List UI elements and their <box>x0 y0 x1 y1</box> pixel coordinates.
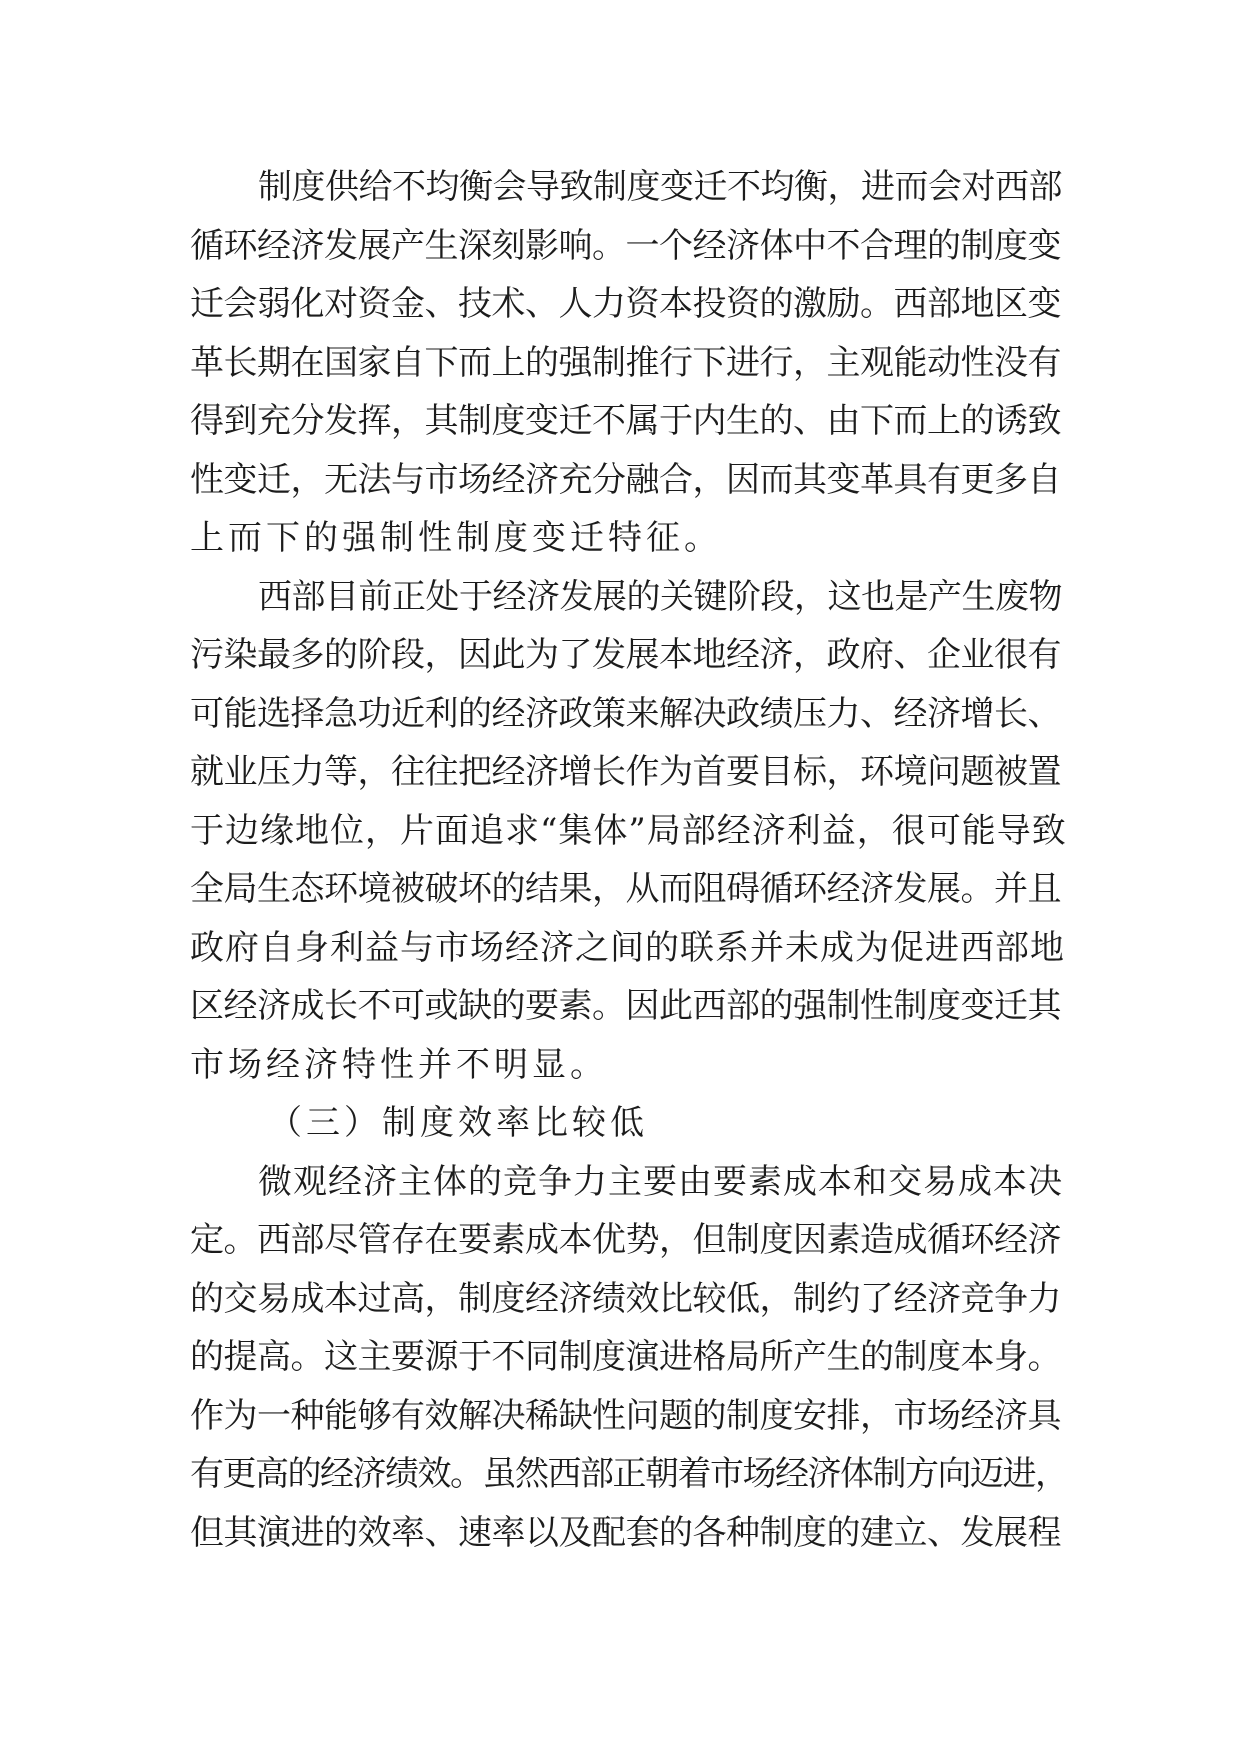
paragraph-line: 就业压力等，往往把经济增长作为首要目标，环境问题被置 <box>190 752 1061 792</box>
paragraph-line: 定。西部尽管存在要素成本优势，但制度因素造成循环经济 <box>190 1220 1061 1260</box>
paragraph-line: 微观经济主体的竞争力主要由要素成本和交易成本决 <box>258 1161 1063 1202</box>
paragraph-line: 性变迁，无法与市场经济充分融合，因而其变革具有更多自 <box>190 459 1061 500</box>
paragraph-line: 全局生态环境被破坏的结果，从而阻碍循环经济发展。并且 <box>190 869 1061 909</box>
paragraph-line: 有更高的经济绩效。虽然西部正朝着市场经济体制方向迈进， <box>190 1454 1068 1494</box>
paragraph-western-development <box>190 568 1070 1095</box>
paragraph-line: 循环经济发展产生深刻影响。一个经济体中不合理的制度变 <box>190 225 1061 266</box>
paragraph-line: 得到充分发挥，其制度变迁不属于内生的、由下而上的诱致 <box>190 401 1061 441</box>
paragraph-line: 制度供给不均衡会导致制度变迁不均衡，进而会对西部 <box>258 167 1062 207</box>
paragraph-line: 污染最多的阶段，因此为了发展本地经济，政府、企业很有 <box>190 635 1061 675</box>
paragraph-line: 迁会弱化对资金、技术、人力资本投资的激励。西部地区变 <box>190 284 1061 324</box>
paragraph-line: 的提高。这主要源于不同制度演进格局所产生的制度本身。 <box>190 1337 1061 1377</box>
section-heading-text: （三）制度效率比较低 <box>268 1103 648 1143</box>
paragraph-line: 上而下的强制性制度变迁特征。 <box>190 518 722 558</box>
paragraph-line: 西部目前正处于经济发展的关键阶段，这也是产生废物 <box>258 576 1062 617</box>
paragraph-line: 于边缘地位，片面追求“集体”局部经济利益，很可能导致 <box>190 810 1067 851</box>
document-body <box>190 158 1070 1562</box>
paragraph-line: 可能选择急功近利的经济政策来解决政绩压力、经济增长、 <box>190 693 1061 734</box>
paragraph-line: 市场经济特性并不明显。 <box>190 1044 608 1085</box>
paragraph-line: 政府自身利益与市场经济之间的联系并未成为促进西部地 <box>190 927 1065 968</box>
paragraph-line: 革长期在国家自下而上的强制推行下进行，主观能动性没有 <box>190 342 1061 383</box>
paragraph-line: 但其演进的效率、速率以及配套的各种制度的建立、发展程 <box>190 1512 1061 1553</box>
paragraph-line: 作为一种能够有效解决稀缺性问题的制度安排，市场经济具 <box>190 1395 1061 1436</box>
paragraph-line: 的交易成本过高，制度经济绩效比较低，制约了经济竞争力 <box>190 1278 1061 1319</box>
paragraph-institutional-efficiency <box>190 1153 1070 1563</box>
paragraph-institutional-supply <box>190 158 1070 568</box>
paragraph-line: 区经济成长不可或缺的要素。因此西部的强制性制度变迁其 <box>190 986 1061 1026</box>
section-heading <box>190 1094 1070 1153</box>
